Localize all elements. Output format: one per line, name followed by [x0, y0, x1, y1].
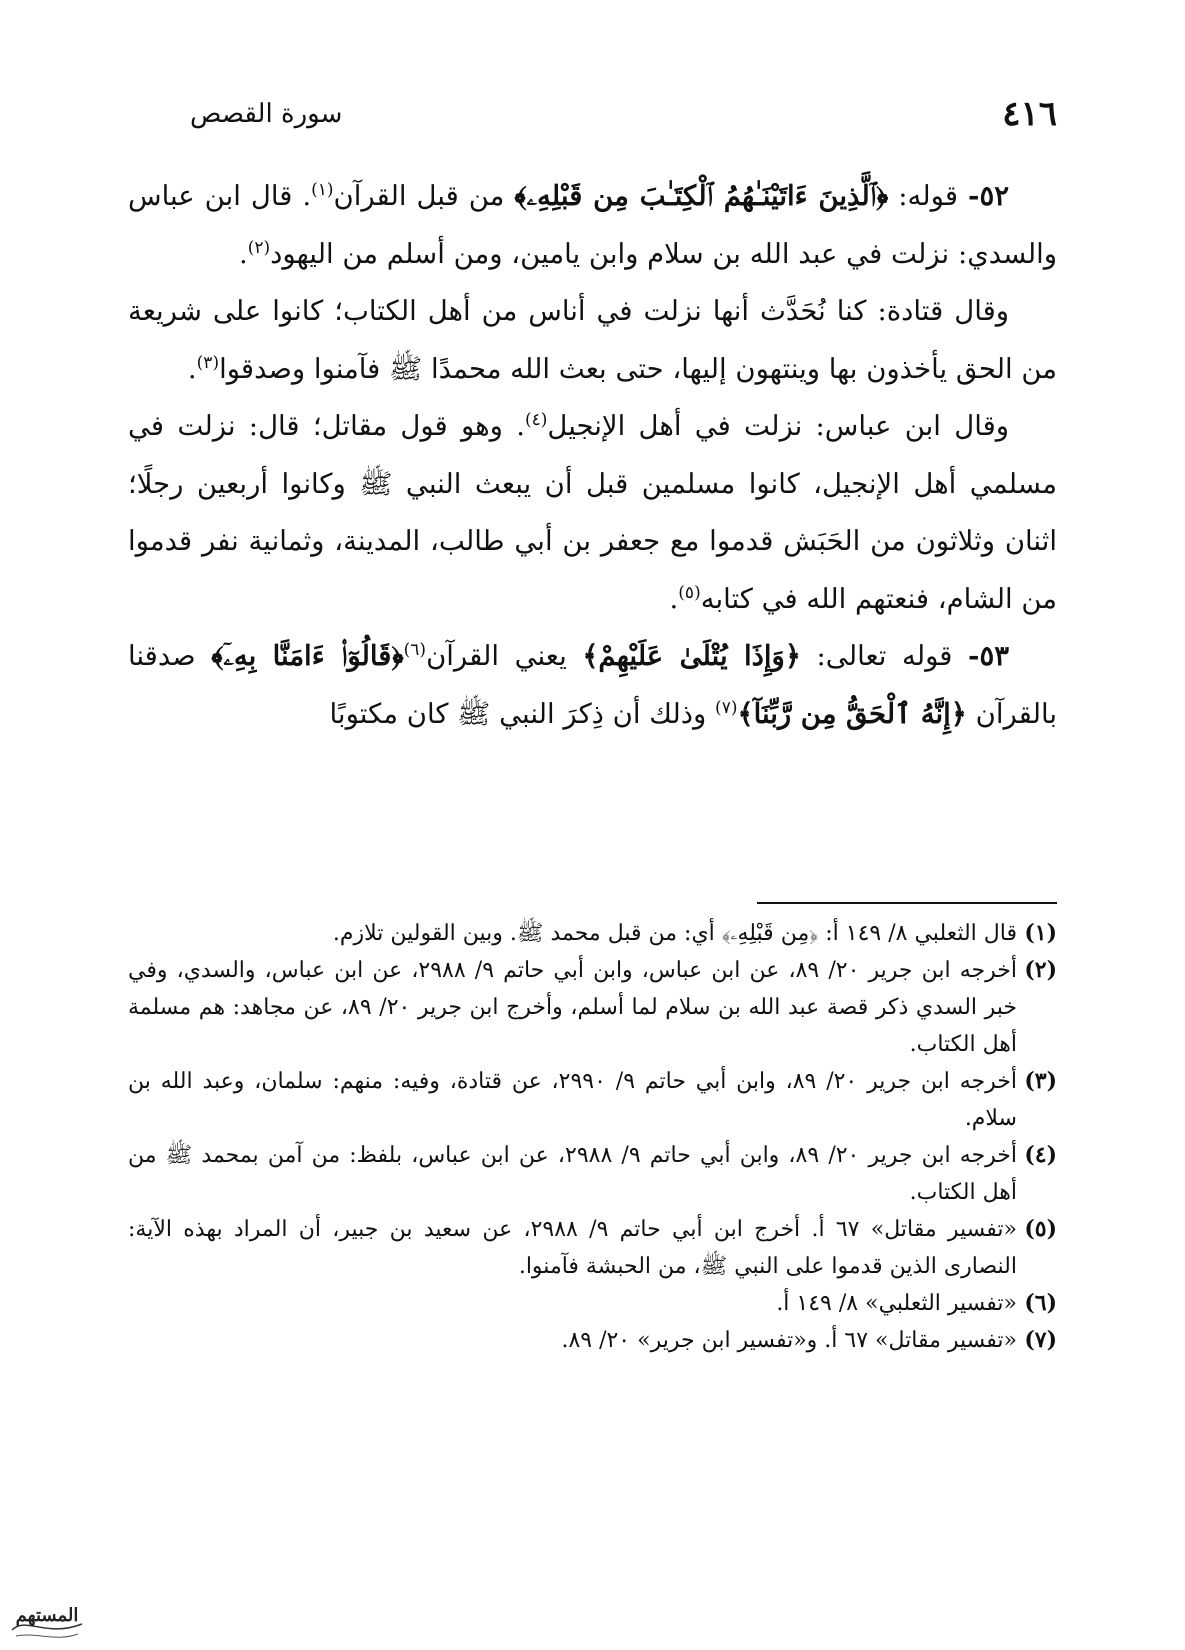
text-segment: .: [239, 237, 248, 270]
footnote-line: قال الثعلبي ٨/ ١٤٩ أ: ﴿مِن قَبْلِهِۦ﴾ أي: من قبل محمد ﷺ. وبين القولين تلازم.: [332, 921, 1017, 946]
footnote-ref: (٢): [247, 237, 271, 258]
footnote-ref: (٧): [715, 697, 738, 718]
footnote-text: [128, 1137, 1017, 1211]
text-segment: من قبل القرآن: [333, 180, 515, 212]
footnote-number: (٧): [1024, 1327, 1057, 1353]
footnote-number: (٢): [1024, 957, 1057, 983]
footnote-1: [128, 915, 1057, 952]
footnote-line: أخرجه ابن جرير ٢٠/ ٨٩، عن ابن عباس، وابن أبي حاتم ٩/ ٢٩٨٨، عن ابن عباس، والسدي، وفي خبر السدي ذكر قصة عبد الله بن سلام لما أسلم، وأخرج ابن جرير ٢٠/ ٨٩، عن مجاهد: هم مسلمة أهل الكتاب.: [128, 958, 1018, 1057]
footnote-ref: (٥): [678, 582, 701, 603]
footnote-line: «تفسير مقاتل» ٦٧ أ. أخرج ابن أبي حاتم ٩/ ٢٩٨٨، عن سعيد بن جبير، أن المراد بهذه الآية: النصارى الذين قدموا على النبي ﷺ، من الحبشة فآمنوا.: [128, 1217, 1017, 1279]
footnote-line: «تفسير مقاتل» ٦٧ أ. و«تفسير ابن جرير» ٢٠/ ٨٩.: [561, 1328, 1017, 1353]
library-watermark-logo: [6, 1586, 88, 1644]
footnote-5: [128, 1211, 1057, 1285]
footnote-text: [128, 1211, 1017, 1285]
footnote-4: [128, 1137, 1057, 1211]
footnote-separator: [757, 902, 1057, 904]
verse-number: ٥٢-: [968, 180, 1009, 212]
quran-quote: ﴿قَالُوٓا۟ ءَامَنَّا بِهِۦٓ﴾: [211, 640, 404, 672]
footnote-number: (٤): [1024, 1142, 1057, 1168]
footnote-number: (٦): [1024, 1290, 1057, 1316]
footnote-text: [128, 952, 1017, 1063]
footnote-number: (١): [1024, 920, 1057, 946]
footnote-7: [128, 1322, 1057, 1359]
footnote-line: أخرجه ابن جرير ٢٠/ ٨٩، وابن أبي حاتم ٩/ ٢٩٨٨، عن ابن عباس، بلفظ: من آمن بمحمد ﷺ من أهل الكتاب.: [128, 1143, 1018, 1205]
footnote-text: [128, 915, 1017, 952]
paragraph-verse-52: [128, 168, 1057, 283]
footnote-text: [128, 1063, 1017, 1137]
footnote-line: أخرجه ابن جرير ٢٠/ ٨٩، وابن أبي حاتم ٩/ ٢٩٩٠، عن قتادة، وفيه: منهم: سلمان، وعبد الله بن سلام.: [128, 1069, 1017, 1131]
paragraph-qatada: [128, 283, 1057, 398]
footnote-text: [128, 1322, 1017, 1359]
quran-quote: ﴿إِنَّهُ ٱلْحَقُّ مِن رَّبِّنَآ﴾: [737, 697, 967, 730]
text-segment: وقال قتادة: كنا نُحَدَّث أنها نزلت في أناس من أهل الكتاب؛ كانوا على شريعة من الحق يأخذون بها وينتهون إليها، حتى بعث الله محمدًا ﷺ فآمنوا وصدقوا: [128, 295, 1057, 385]
text-segment: . قال ابن عباس والسدي: نزلت في عبد الله بن سلام وابن يامين، ومن أسلم من اليهود: [128, 180, 1057, 270]
paragraph-verse-53: [128, 628, 1057, 743]
page-number: ٤١٦: [1002, 94, 1057, 134]
footnote-text: [128, 1285, 1017, 1322]
footnote-ref: (١): [311, 179, 334, 200]
text-segment: قوله:: [888, 180, 969, 212]
watermark-label: المستهم: [15, 1604, 79, 1626]
text-segment: صدقنا بالقرآن: [128, 640, 1057, 730]
text-segment: وقال ابن عباس: نزلت في أهل الإنجيل: [547, 410, 1009, 442]
footnote-line: «تفسير الثعلبي» ٨/ ١٤٩ أ.: [776, 1291, 1017, 1316]
quran-quote: ﴿ٱلَّذِينَ ءَاتَيْنَـٰهُمُ ٱلْكِتَـٰبَ مِن قَبْلِهِۦ﴾: [514, 180, 889, 212]
text-segment: وذلك أن ذِكرَ النبي ﷺ كان مكتوبًا: [329, 697, 716, 730]
footnote-ref: (٦): [403, 639, 427, 660]
text-segment: قوله تعالى:: [800, 640, 969, 672]
paragraph-ibn-abbas: [128, 398, 1057, 628]
text-segment: يعني القرآن: [426, 640, 583, 672]
main-text: [128, 168, 1057, 743]
footnote-ref: (٤): [524, 409, 548, 430]
footnote-3: [128, 1063, 1057, 1137]
text-segment: . وهو قول مقاتل؛ قال: نزلت في مسلمي أهل الإنجيل، كانوا مسلمين قبل أن يبعث النبي ﷺ وكانوا أربعين رجلًا؛ اثنان وثلاثون من الحَبَش قدموا مع جعفر بن أبي طالب، المدينة، وثمانية نفر قدموا من الشام، فنعتهم الله في كتابه: [128, 410, 1057, 615]
footnotes: [128, 915, 1057, 1359]
footnote-number: (٣): [1024, 1068, 1057, 1094]
quran-quote: ﴿وَإِذَا يُتْلَىٰ عَلَيْهِمْ﴾: [582, 640, 801, 672]
text-segment: .: [187, 352, 197, 385]
footnote-2: [128, 952, 1057, 1063]
footnote-6: [128, 1285, 1057, 1322]
footnote-number: (٥): [1024, 1216, 1057, 1242]
page-header: [190, 88, 1057, 140]
footnote-ref: (٣): [196, 352, 220, 373]
verse-number: ٥٣-: [968, 640, 1010, 672]
surah-title: سورة القصص: [190, 99, 343, 129]
text-segment: .: [669, 582, 679, 615]
